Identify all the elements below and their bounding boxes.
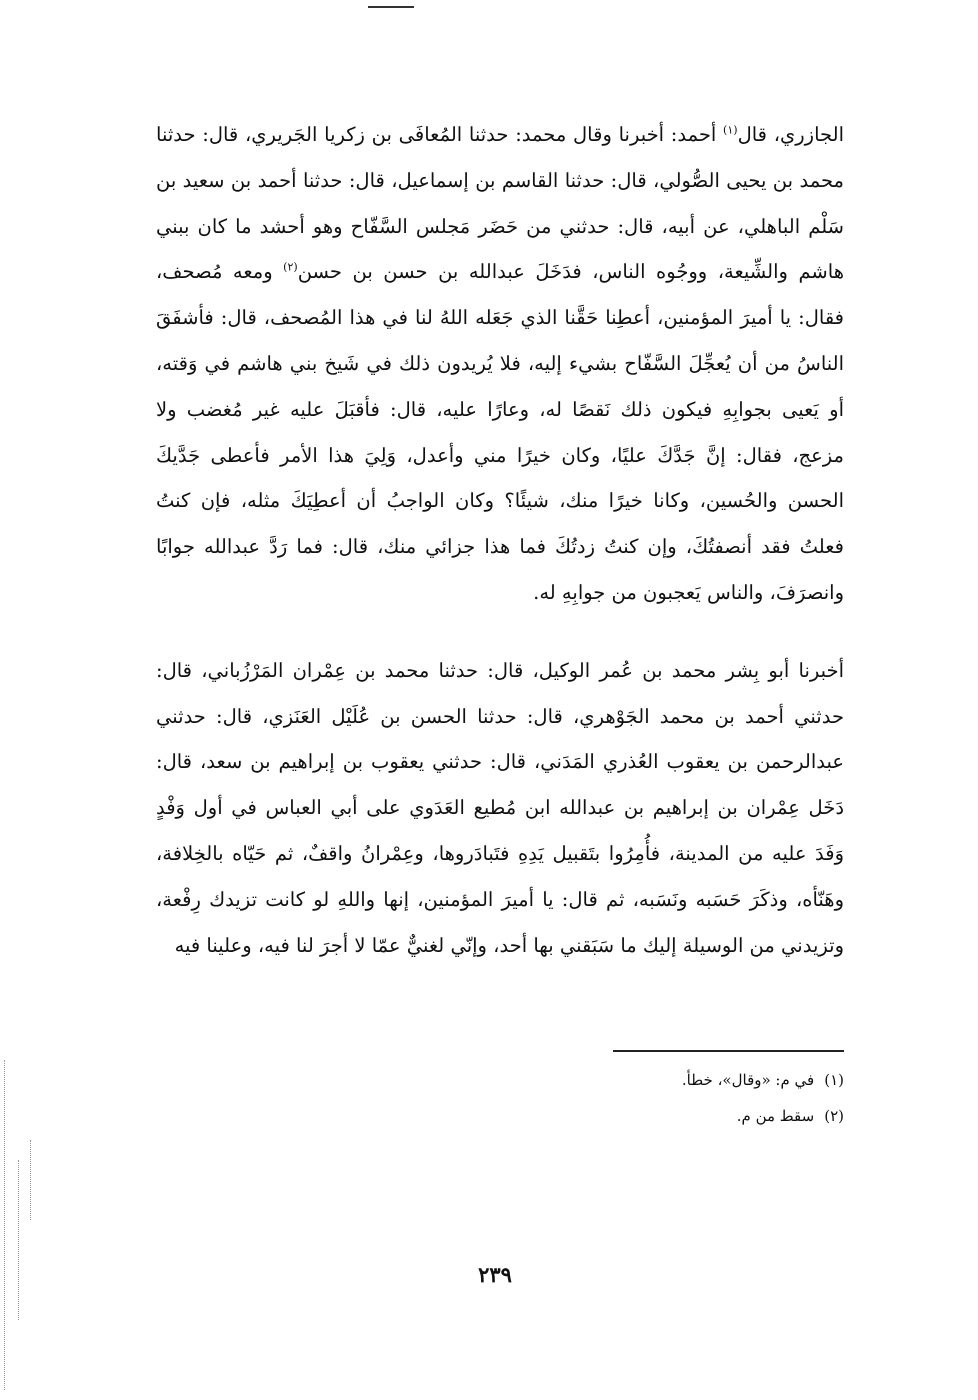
- page-number: ٢٣٩: [478, 1262, 512, 1287]
- footnote-ref-2: (٢): [283, 260, 298, 274]
- paragraph-1-part-a: الجازري، قال: [737, 123, 844, 146]
- paragraph-1: [156, 112, 844, 616]
- footnote-separator: [613, 1050, 844, 1052]
- footnote-1: [344, 1062, 844, 1098]
- footnote-ref-1: (١): [723, 123, 738, 137]
- scan-edge-mark: [18, 1160, 21, 1320]
- scan-edge-mark: [30, 1140, 33, 1220]
- paragraph-2-text: أخبرنا أبو بِشر محمد بن عُمر الوكيل، قال: حدثنا محمد بن عِمْران المَرْزُباني، قال: حدثني أحمد بن محمد الجَوْهري، قال: حدثنا الحسن بن عُلَيْل العَنَزي، قال: حدثني عبدالرحمن بن يعقوب العُذري المَدَني، قال: حدثني يعقوب بن إبراهيم بن سعد، قال: دَخَل عِمْران بن إبراهيم بن عبدالله ابن مُطيع العَدَوي على أبي العباس في أول وَفْدٍ وَفَدَ عليه من المدينة، فأُمِرُوا بتَقبيل يَدِهِ فتَبادَروها، وعِمْرانُ واقفٌ، ثم حَيّاه بالخِلافة، وهَنّأه، وذكَرَ حَسَبه ونَسَبه، ثم قال: يا أميرَ المؤمنين، إنها واللهِ لو كانت تزيدك رِفْعة، وتزيدني من الوسيلة إليك ما سَبَقني بها أحد، وإنّي لغنيٌّ عمّا لا أجرَ لنا فيه، وعلينا فيه: [156, 658, 844, 957]
- page-body: [156, 112, 844, 968]
- footnote-2: [344, 1098, 844, 1134]
- paragraph-1-part-b: أحمد: أخبرنا وقال محمد: حدثنا المُعافَى بن زكريا الجَريري، قال: حدثنا محمد بن يحيى الصُّولي، قال: حدثنا القاسم بن إسماعيل، قال: حدثنا أحمد بن سعيد بن سَلْم الباهلي، عن أبيه، قال: حدثني من حَضَر مَجلس السَّفّاح وهو أحشد ما كان ببني هاشم والشِّيعة، ووجُوه الناس، فدَخَلَ عبدالله بن حسن بن حسن: [156, 123, 844, 284]
- footnote-number: (١): [824, 1071, 844, 1089]
- top-scan-mark: [368, 6, 414, 8]
- footnote-text: سقط من م.: [736, 1107, 815, 1125]
- paragraph-1-part-c: ومعه مُصحف، فقال: يا أميرَ المؤمنين، أعطِنا حَقَّنا الذي جَعَله اللهُ لنا في هذا المُصحف، قال: فأشفَقَ الناسُ من أن يُعجِّلَ السَّفّاح بشيء إليه، فلا يُريدون ذلك في شَيخ بني هاشم في وَقته، أو يَعيى بجوابِهِ فيكون ذلك نَقصًا له، وعارًا عليه، قال: فأقبَلَ عليه غير مُغضب ولا مزعج، فقال: إنَّ جَدَّكَ عليًا، وكان خيرًا مني وأعدل، وَلِيَ هذا الأمر فأعطى جَدَّيكَ الحسن والحُسين، وكانا خيرًا منك، شيئًا؟ وكان الواجبُ أن أعطِيَكَ مثله، فإن كنتُ فعلتُ فقد أنصفتُكَ، وإن كنتُ زدتُكَ فما هذا جزائي منك، قال: فما رَدَّ عبدالله جوابًا وانصرَفَ، والناس يَعجبون من جوابِهِ له.: [156, 260, 844, 604]
- footnotes: [344, 1062, 844, 1134]
- paragraph-2: [156, 648, 844, 969]
- footnote-number: (٢): [824, 1107, 844, 1125]
- scan-edge-mark: [4, 1060, 7, 1390]
- footnote-text: في م: «وقال»، خطأ.: [681, 1071, 815, 1089]
